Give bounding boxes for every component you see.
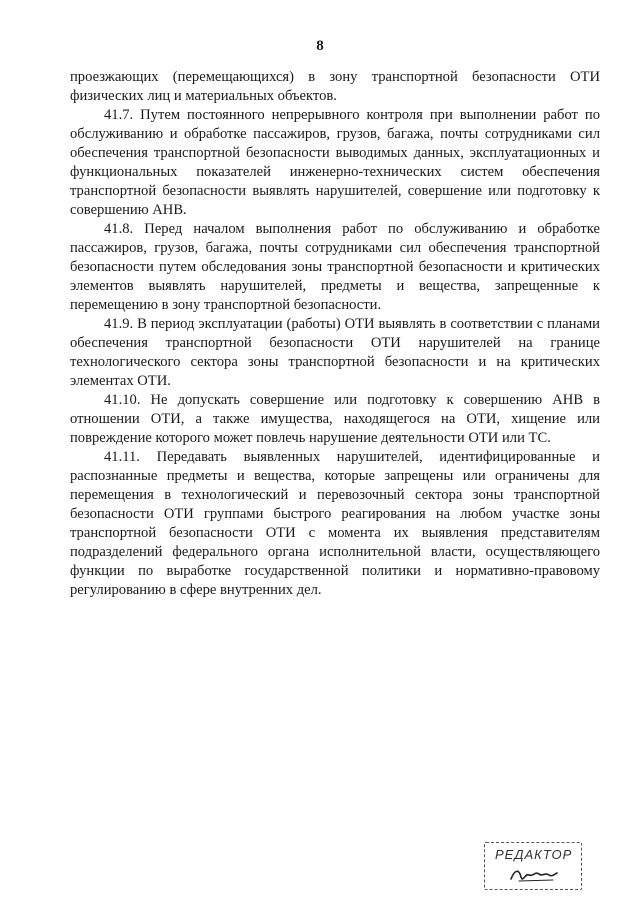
paragraph-41-10: 41.10. Не допускать совершение или подготовку к совершению АНВ в отношении ОТИ, а также имущества, находящегося на ОТИ, хищение или повреждение которого может повлечь нарушение деятельности ОТИ или ТС. xyxy=(70,392,600,446)
signature-icon xyxy=(509,865,559,885)
paragraph-continuation: проезжающих (перемещающихся) в зону транспортной безопасности ОТИ физических лиц и материальных объектов. xyxy=(70,69,600,104)
paragraph-41-7: 41.7. Путем постоянного непрерывного контроля при выполнении работ по обслуживанию и обработке пассажиров, грузов, багажа, почты сотрудниками сил обеспечения транспортной безопасности выводимых данных, эксплуатационных и функциональных показателей инженерно-технических систем обеспечения транспортной безопасности выявлять нарушителей, совершение или подготовку к совершению АНВ. xyxy=(70,107,600,218)
document-body xyxy=(70,68,600,600)
paragraph-41-8: 41.8. Перед началом выполнения работ по обслуживанию и обработке пассажиров, грузов, багажа, почты сотрудниками сил обеспечения транспортной безопасности путем обследования зоны транспортной безопасности и критических элементов выявлять нарушителей, предметы и вещества, запрещенные к перемещению в зону транспортной безопасности. xyxy=(70,221,600,313)
paragraph-41-9: 41.9. В период эксплуатации (работы) ОТИ выявлять в соответствии с планами обеспечения транспортной безопасности ОТИ нарушителей на границе технологического сектора зоны транспортной безопасности и на критических элементах ОТИ. xyxy=(70,316,600,389)
editor-stamp xyxy=(484,842,582,890)
paragraph-41-11: 41.11. Передавать выявленных нарушителей, идентифицированные и распознанные предметы и вещества, которые запрещены или ограничены для перемещения в технологический и перевозочный сектора зоны транспортной безопасности ОТИ группами быстрого реагирования на любом участке зоны транспортной безопасности ОТИ с момента их выявления представителям подразделений федерального органа исполнительной власти, осуществляющего функции по выработке государственной политики и нормативно-правовому регулированию в сфере внутренних дел. xyxy=(70,449,600,598)
page-number: 8 xyxy=(316,38,324,54)
stamp-label: РЕДАКТОР xyxy=(495,847,573,862)
